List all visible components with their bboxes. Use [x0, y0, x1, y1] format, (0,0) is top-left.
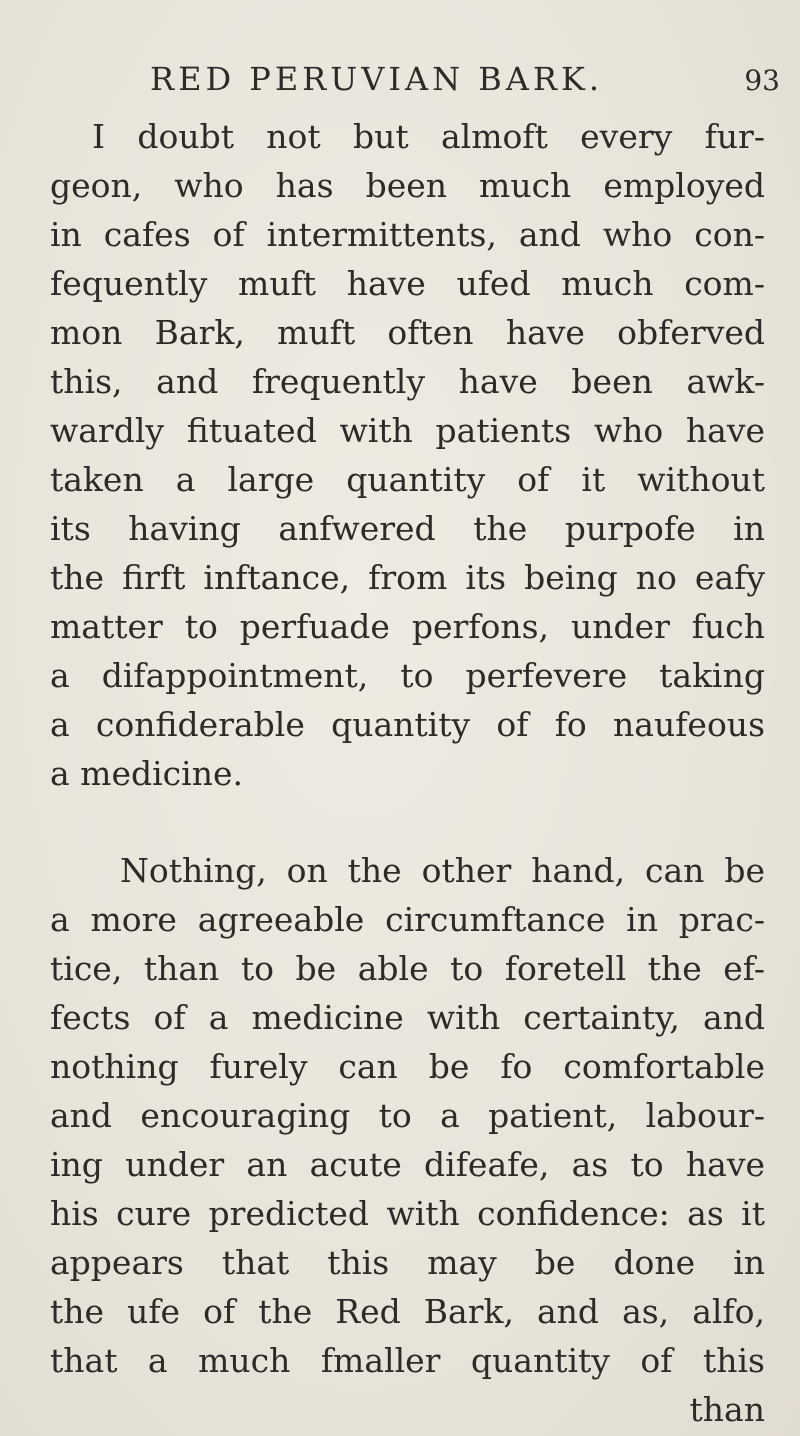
text-line: tice, than to be able to foretell the ef- — [50, 949, 765, 988]
body-text — [50, 112, 765, 1434]
text-line: nothing furely can be fo comfortable — [50, 1047, 765, 1086]
running-title: RED PERUVIAN BARK. — [150, 60, 604, 98]
text-line: a medicine. — [50, 754, 243, 793]
text-line: in cafes of intermittents, and who con- — [50, 215, 765, 254]
text-line: a confiderable quantity of fo naufeous — [50, 705, 765, 744]
text-line: I doubt not but almoft every fur- — [92, 117, 765, 156]
text-line: mon Bark, muft often have obferved — [50, 313, 765, 352]
text-line: wardly fituated with patients who have — [50, 411, 765, 450]
text-line: matter to perfuade perfons, under fuch — [50, 607, 765, 646]
text-line: that a much fmaller quantity of this — [50, 1341, 765, 1380]
text-line: the ufe of the Red Bark, and as, alfo, — [50, 1292, 765, 1331]
text-line: appears that this may be done in — [50, 1243, 765, 1282]
text-line: ing under an acute difeafe, as to have — [50, 1145, 765, 1184]
text-line: a more agreeable circumftance in prac- — [50, 900, 765, 939]
text-line: and encouraging to a patient, labour- — [50, 1096, 765, 1135]
text-line: its having anfwered the purpofe in — [50, 509, 765, 548]
catchword: than — [689, 1390, 765, 1429]
text-line: this, and frequently have been awk- — [50, 362, 765, 401]
text-line: fequently muft have ufed much com- — [50, 264, 765, 303]
page-number: 93 — [744, 64, 780, 97]
text-line: a difappointment, to perfevere taking — [50, 656, 765, 695]
text-line: the firft inftance, from its being no eafy — [50, 558, 765, 597]
text-line: taken a large quantity of it without — [50, 460, 765, 499]
text-line: geon, who has been much employed — [50, 166, 765, 205]
text-line: fects of a medicine with certainty, and — [50, 998, 765, 1037]
text-line: Nothing, on the other hand, can be — [120, 851, 765, 890]
paragraph-gap — [50, 798, 765, 846]
running-head — [150, 60, 780, 110]
text-line: his cure predicted with confidence: as it — [50, 1194, 765, 1233]
